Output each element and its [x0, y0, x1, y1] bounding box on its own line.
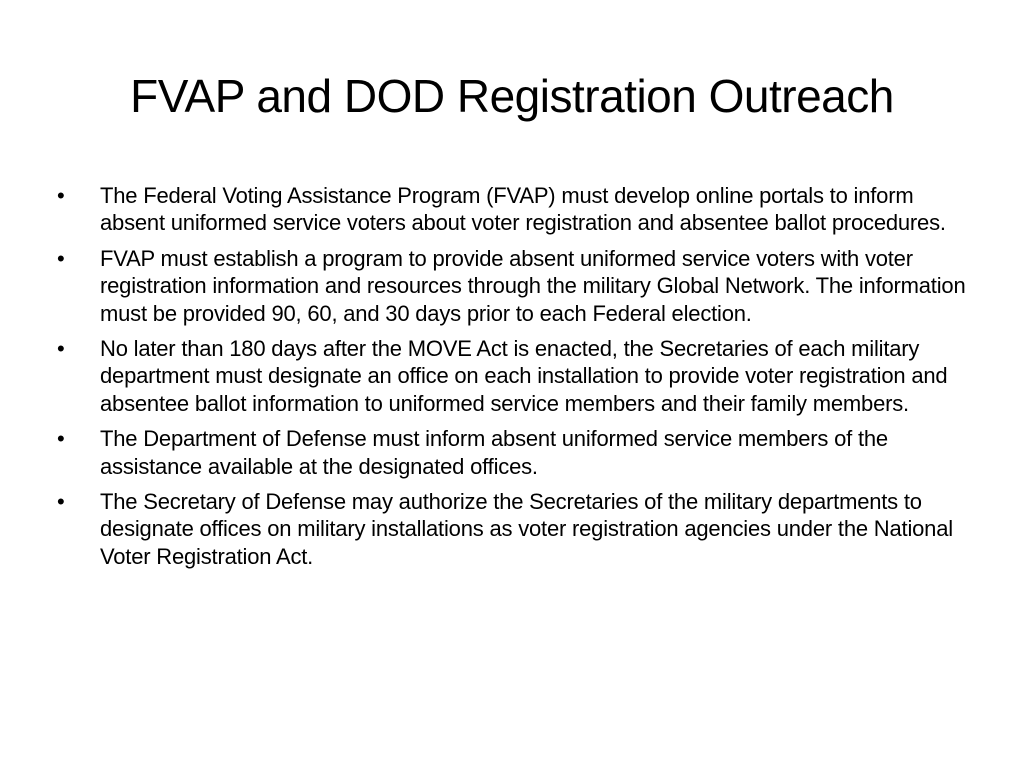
bullet-icon: •	[57, 183, 65, 208]
slide-title: FVAP and DOD Registration Outreach	[130, 70, 894, 122]
bullet-icon: •	[57, 336, 65, 362]
bullet-item	[57, 488, 972, 570]
bullet-text: The Secretary of Defense may authorize the Secretaries of the military departments to designate offices on military installations as voter registration agencies under the National Voter Registration Act.	[100, 489, 953, 569]
bullet-item	[57, 425, 972, 480]
bullet-text: FVAP must establish a program to provide absent uniformed service voters with voter registration information and resources through the military Global Network. The information must be provided 90, 60, and 30 days prior to each Federal election.	[100, 245, 966, 326]
bullet-list	[57, 182, 972, 578]
bullet-icon: •	[57, 489, 65, 515]
bullet-text: The Department of Defense must inform absent uniformed service members of the assistance available at the designated offices.	[100, 426, 888, 479]
bullet-item	[57, 182, 972, 237]
bullet-icon: •	[57, 426, 65, 452]
bullet-text: No later than 180 days after the MOVE Act is enacted, the Secretaries of each military department must designate an office on each installation to provide voter registration and absentee ballot information to uniformed service members and their family members.	[100, 336, 948, 416]
bullet-item	[57, 245, 972, 327]
bullet-icon: •	[57, 245, 65, 271]
bullet-text: The Federal Voting Assistance Program (FVAP) must develop online portals to inform absent uniformed service voters about voter registration and absentee ballot procedures.	[100, 183, 946, 236]
bullet-item	[57, 335, 972, 417]
